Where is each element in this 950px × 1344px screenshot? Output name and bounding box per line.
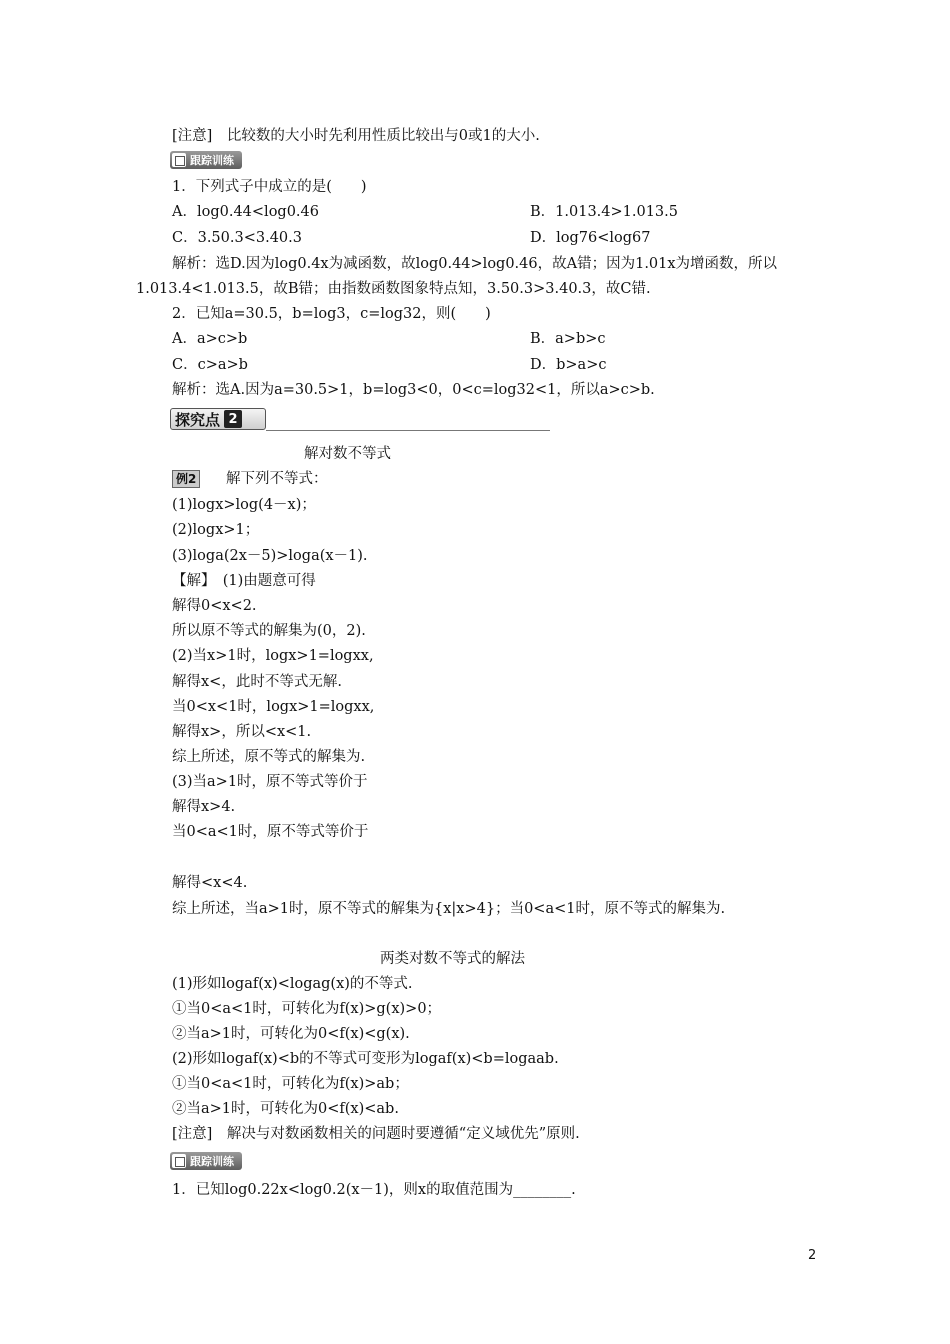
- follow-up-badge-2: [170, 1152, 242, 1170]
- q1-option-c: C．3.50.3<3.40.3: [172, 230, 302, 246]
- solution-line: 综上所述，原不等式的解集为.: [172, 749, 366, 765]
- problem-1: (1)logx>log(4－x)；: [172, 497, 316, 513]
- note-1: [注意] 比较数的大小时先利用性质比较出与0或1的大小.: [172, 128, 540, 144]
- solution-line: 当0<a<1时，原不等式等价于: [172, 824, 369, 840]
- badge-label: 跟踪训练: [190, 1155, 234, 1168]
- method-line: ①当0<a<1时，可转化为f(x)>g(x)>0；: [172, 1001, 442, 1017]
- solution-line: (3)当a>1时，原不等式等价于: [172, 774, 368, 790]
- solution-line: 综上所述，当a>1时，原不等式的解集为{x|x>4}；当0<a<1时，原不等式的解集为.: [172, 901, 726, 917]
- method-line: (2)形如logaf(x)<b的不等式可变形为logaf(x)<b=logaab.: [172, 1051, 559, 1067]
- section-header: [170, 408, 550, 432]
- example-label: 例2: [172, 470, 200, 488]
- section-label-box: [170, 408, 266, 430]
- q1-solution-line-1: 解析：选D.因为log0.4x为减函数，故log0.44>log0.46，故A错；因为1.01x为增函数，所以: [172, 256, 778, 272]
- example-stem: 解下列不等式：: [226, 471, 328, 487]
- note-2: [注意] 解决与对数函数相关的问题时要遵循“定义域优先”原则.: [172, 1126, 580, 1142]
- problem-3: (3)loga(2x－5)>loga(x－1).: [172, 548, 368, 564]
- solution-line: 解得x<，此时不等式无解.: [172, 674, 342, 690]
- method-line: ②当a>1时，可转化为0<f(x)<g(x).: [172, 1026, 410, 1042]
- solution-line: (2)当x>1时，logx>1=logxx,: [172, 648, 374, 664]
- q2-option-b: B．a>b>c: [530, 331, 606, 347]
- q1-option-a: A．log0.44<log0.46: [172, 204, 319, 220]
- solution-line: 解得<x<4.: [172, 875, 248, 891]
- q2-stem: 2．已知a=30.5，b=log3，c=log32，则( ): [172, 306, 491, 322]
- solution-line: 解得x>4.: [172, 799, 236, 815]
- q2-option-d: D．b>a>c: [530, 357, 607, 373]
- notebook-icon: [172, 153, 186, 167]
- q2-option-a: A．a>c>b: [172, 331, 248, 347]
- q3-stem: 1．已知log0.22x<log0.2(x－1)，则x的取值范围为________.: [172, 1182, 576, 1198]
- method-line: ①当0<a<1时，可转化为f(x)>ab；: [172, 1076, 409, 1092]
- follow-up-badge: [170, 151, 242, 169]
- method-title: 两类对数不等式的解法: [380, 951, 525, 967]
- solution-line: 解得x>，所以<x<1.: [172, 724, 312, 740]
- solution-line: 当0<x<1时，logx>1=logxx,: [172, 699, 375, 715]
- section-label: 探究点: [175, 410, 221, 429]
- q1-option-d: D．log76<log67: [530, 230, 651, 246]
- q1-stem: 1．下列式子中成立的是( ): [172, 179, 367, 195]
- notebook-icon: [172, 1154, 186, 1168]
- solution-line: 解得0<x<2.: [172, 598, 257, 614]
- section-number: 2: [224, 410, 242, 428]
- solution-line: 【解】 (1)由题意可得: [172, 573, 316, 589]
- q1-option-b: B．1.013.4>1.013.5: [530, 204, 678, 220]
- problem-2: (2)logx>1；: [172, 522, 260, 538]
- q2-option-c: C．c>a>b: [172, 357, 248, 373]
- section-rule: [266, 430, 550, 431]
- badge-label: 跟踪训练: [190, 154, 234, 167]
- method-line: ②当a>1时，可转化为0<f(x)<ab.: [172, 1101, 399, 1117]
- solution-line: 所以原不等式的解集为(0，2).: [172, 623, 366, 639]
- q1-solution-line-2: 1.013.4<1.013.5，故B错；由指数函数图象特点知，3.50.3>3.40.3，故C错.: [136, 281, 651, 297]
- q2-solution: 解析：选A.因为a=30.5>1，b=log3<0，0<c=log32<1，所以a>c>b.: [172, 382, 655, 398]
- section-title: 解对数不等式: [304, 446, 391, 462]
- page-number: 2: [808, 1248, 817, 1263]
- method-line: (1)形如logaf(x)<logag(x)的不等式.: [172, 976, 413, 992]
